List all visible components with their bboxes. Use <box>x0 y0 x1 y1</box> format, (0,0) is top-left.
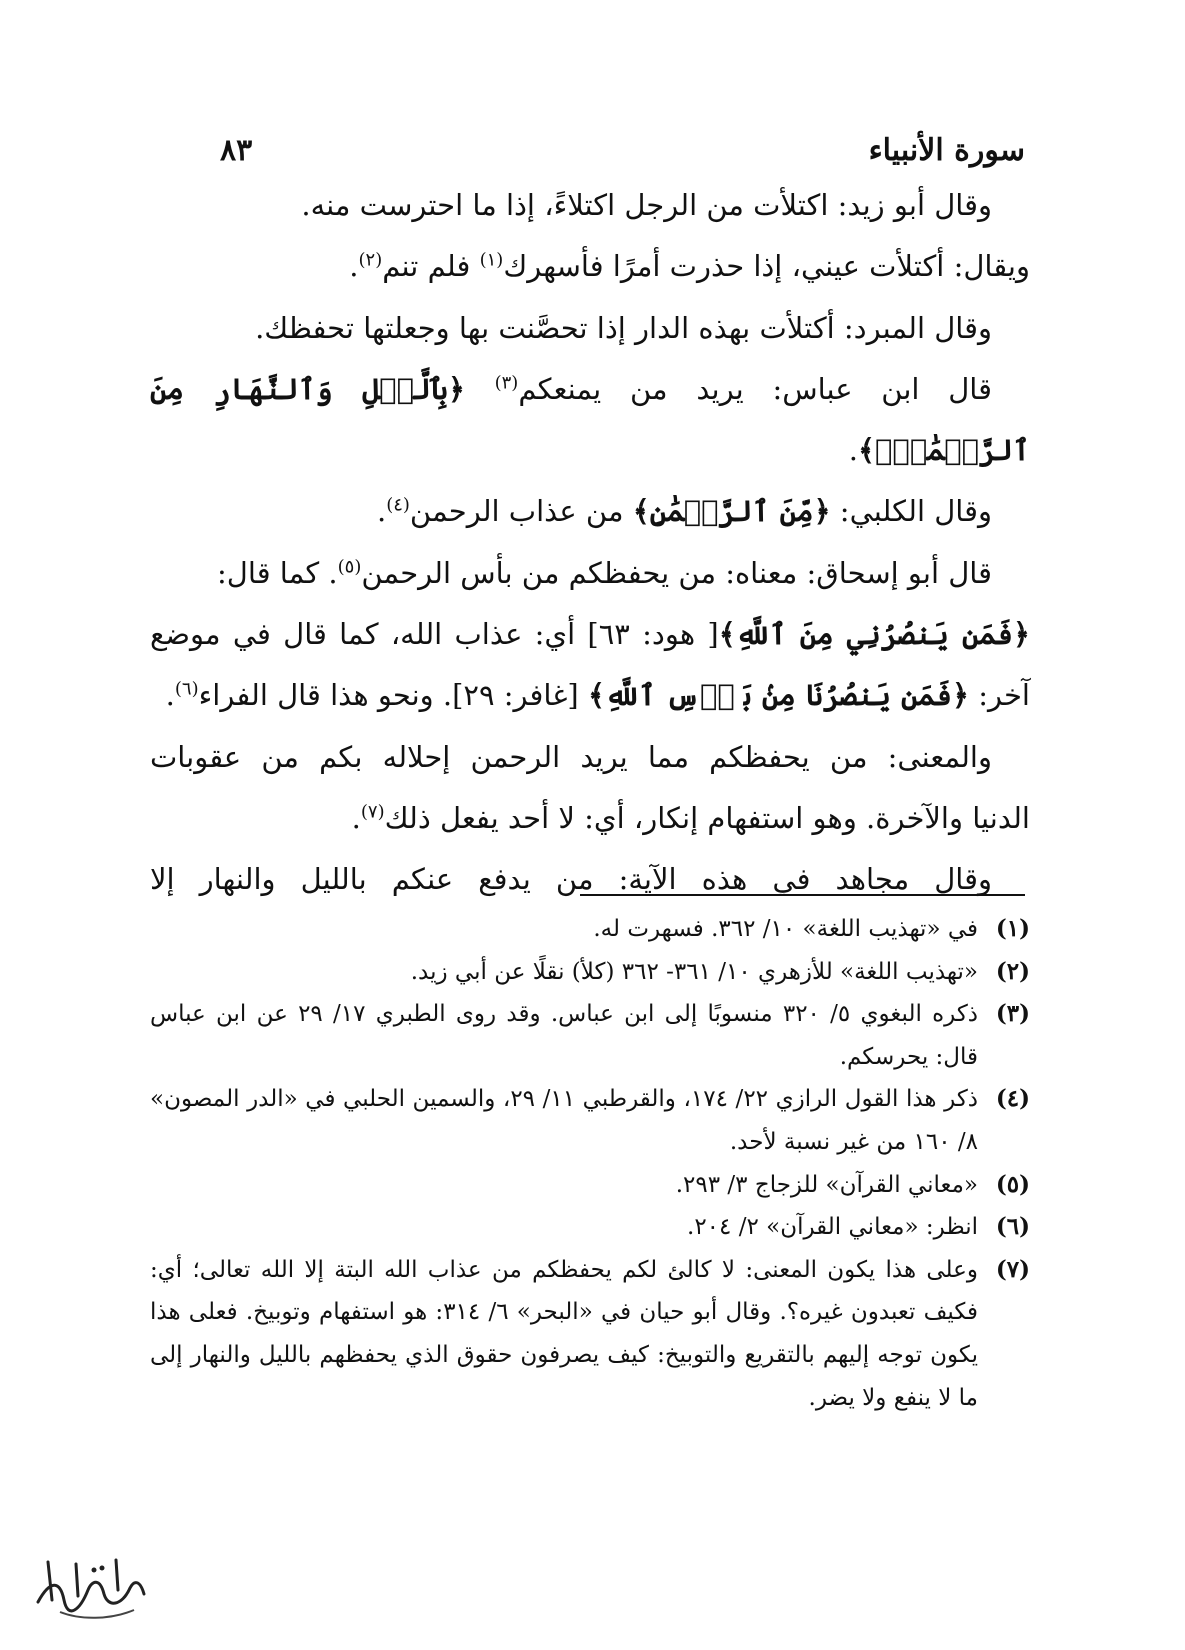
footnote-text: «معاني القرآن» للزجاج ٣/ ٢٩٣. <box>675 1171 978 1198</box>
quran-verse: ﴿مِّنَ ٱلرَّحۡمَٰنِ﴾ <box>632 494 831 529</box>
footnote-number: (١) <box>995 915 1030 942</box>
paragraph: وقال الكلبي: ﴿مِّنَ ٱلرَّحۡمَٰنِ﴾ من عذاب الرحمن$^{(٤)}$. <box>376 494 992 529</box>
footnote <box>150 1078 1030 1163</box>
surah-title: سورة الأنبياء <box>868 133 1025 168</box>
footnote-ref: (٧) <box>360 801 385 823</box>
footnote <box>150 951 1030 994</box>
paragraph: ويقال: أكتلأت عيني، إذا حذرت أمرًا فأسهرك$^{(١)}$ فلم تنم$^{(٢)}$. <box>349 249 1030 284</box>
footnote <box>150 1206 1030 1249</box>
paragraph: الدنيا والآخرة. وهو استفهام إنكار، أي: لا أحد يفعل ذلك$^{(٧)}$. <box>351 800 1030 835</box>
calligraphy-logo-icon <box>30 1550 150 1628</box>
footnote-text: ذكره البغوي ٥/ ٣٢٠ منسوبًا إلى ابن عباس. وقد روى الطبري ١٧/ ٢٩ عن ابن عباس قال: يحرسكم. <box>150 1001 979 1070</box>
footnote-ref: (٣) <box>494 372 519 394</box>
footnote-number: (٣) <box>995 1000 1030 1028</box>
paragraph: قال أبو إسحاق: معناه: من يحفظكم من بأس الرحمن$^{(٥)}$. كما قال: <box>217 555 992 590</box>
footnote-text: «تهذيب اللغة» للأزهري ١٠/ ٣٦١- ٣٦٢ (كلأ) نقلًا عن أبي زيد. <box>410 958 978 985</box>
footnote <box>150 908 1030 951</box>
footnote-number: (٤) <box>995 1085 1030 1113</box>
footnote <box>150 993 1030 1078</box>
quran-verse: ﴿فَمَن يَنصُرُنَا مِنۢ بَأۡسِ ٱللَّهِ﴾ <box>587 678 970 713</box>
page-number: ٨٣ <box>220 133 253 168</box>
footnote-ref: (٢) <box>358 249 383 271</box>
footnote-divider <box>580 894 1025 896</box>
paragraph: والمعنى: من يحفظكم مما يريد الرحمن إحلاله بكم من عقوبات <box>150 739 992 774</box>
footnote <box>150 1164 1030 1207</box>
paragraph: وقال المبرد: أكتلأت بهذه الدار إذا تحصَّنت بها وجعلتها تحفظك. <box>255 310 992 345</box>
footnote-ref: (٦) <box>174 678 199 700</box>
footnote-number: (٥) <box>995 1170 1030 1198</box>
footnote-text: وعلى هذا يكون المعنى: لا كالئ لكم يحفظكم من عذاب الله البتة إلا الله تعالى؛ أي: فكيف تعبدون غيره؟. وقال أبو حيان في «البحر» ٦/ ٣١٤: هو استفهام وتوبيخ. فعلى هذا يكون توجه إليهم بالتقريع والتوبيخ: كيف يصرفون حقوق الذي يحفظهم بالليل والنهار إلى ما لا ينفع ولا يضر. <box>150 1256 979 1411</box>
paragraph: وقال أبو زيد: اكتلأت من الرجل اكتلاءً، إذا ما احترست منه. <box>301 188 992 222</box>
footnote <box>150 1249 1030 1419</box>
paragraph: ﴿فَمَن يَنصُرُنِي مِنَ ٱللَّهِ﴾[ هود: ٦٣] أي: عذاب الله، كما قال في موضع <box>150 617 1030 652</box>
main-text <box>150 175 1030 911</box>
footnote-text: ذكر هذا القول الرازي ٢٢/ ١٧٤، والقرطبي ١١/ ٢٩، والسمين الحلبي في «الدر المصون» ٨/ ١٦٠ من غير نسبة لأحد. <box>150 1086 979 1155</box>
footnote-ref: (٤) <box>386 494 410 516</box>
quran-verse: ﴿بِٱلَّيۡلِ وَٱلنَّهَارِ مِنَ ٱلرَّحۡمَٰنِۗ﴾ <box>150 371 1030 468</box>
quran-verse: ﴿فَمَن يَنصُرُنِي مِنَ ٱللَّهِ﴾ <box>718 617 1030 652</box>
page-header <box>220 112 1025 168</box>
paragraph: وقال مجاهد في هذه الآية: من يدفع عنكم بالليل والنهار إلا <box>150 862 992 897</box>
footnote-ref: (٥) <box>337 556 362 578</box>
footnote-text: انظر: «معاني القرآن» ٢/ ٢٠٤. <box>687 1214 978 1241</box>
paragraph: قال ابن عباس: يريد من يمنعكم$^{(٣)}$ ﴿بِٱلَّيۡلِ وَٱلنَّهَارِ مِنَ ٱلرَّحۡمَٰنِۗ﴾. <box>150 371 1030 468</box>
footnote-text: في «تهذيب اللغة» ١٠/ ٣٦٢. فسهرت له. <box>593 916 978 942</box>
footnote-ref: (١) <box>479 249 504 271</box>
footnote-number: (٦) <box>995 1213 1030 1241</box>
footnotes <box>150 908 1030 1419</box>
paragraph: آخر: ﴿فَمَن يَنصُرُنَا مِنۢ بَأۡسِ ٱللَّهِ﴾ [غافر: ٢٩]. ونحو هذا قال الفراء$^{(٦)}$. <box>165 678 1030 713</box>
footnote-number: (٢) <box>995 957 1030 985</box>
footnote-number: (٧) <box>995 1255 1030 1283</box>
